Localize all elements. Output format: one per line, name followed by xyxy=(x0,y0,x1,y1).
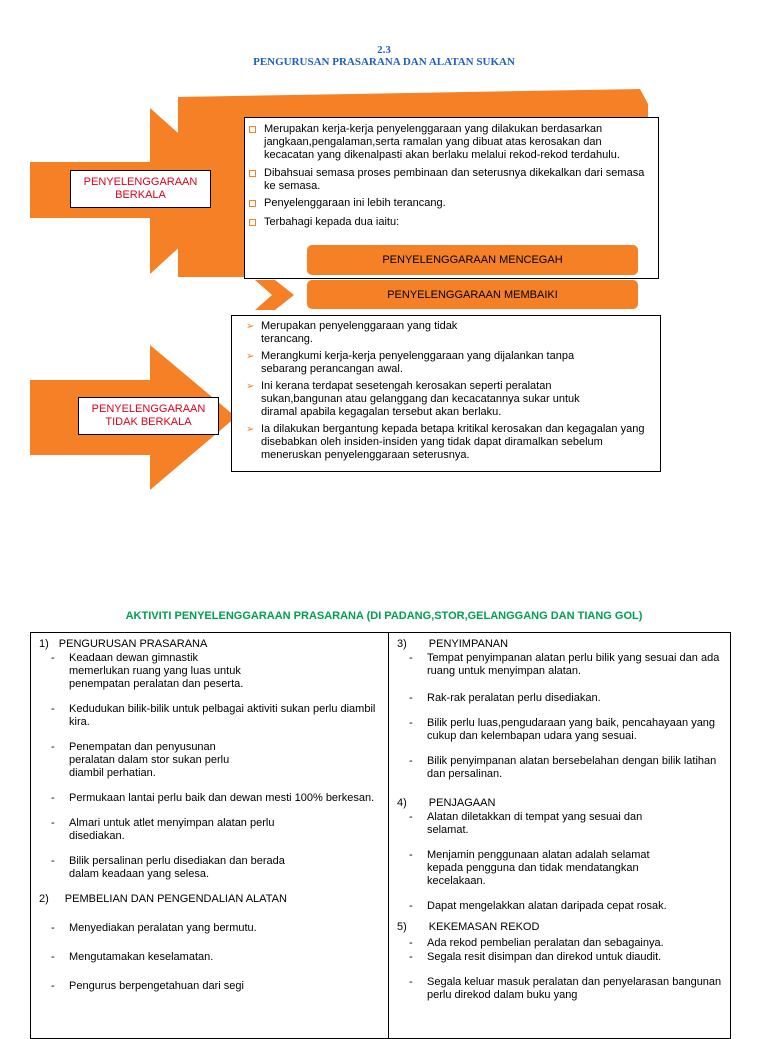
section-heading: 3) PENYIMPANAN xyxy=(397,638,509,650)
activities-heading: AKTIVITI PENYELENGGARAAN PRASARANA (DI PADANG,STOR,GELANGGANG DAN TIANG GOL) xyxy=(125,610,643,622)
pill-mencegah: PENYELENGGARAAN MENCEGAH xyxy=(307,245,638,275)
list-item: - Almari untuk atlet menyimpan alatan perlu disediakan. xyxy=(39,817,319,843)
activities-table xyxy=(30,632,731,1039)
list-item: Penyelenggaraan ini lebih terancang. xyxy=(245,197,648,210)
section-heading: 5) KEKEMASAN REKOD xyxy=(397,921,540,933)
section-number: 2.3 xyxy=(377,44,391,56)
list-item: - Keadaan dewan gimnastik memerlukan ruang yang luas untuk penempatan peralatan dan peserta. xyxy=(39,652,249,691)
list-item: - Alatan diletakkan di tempat yang sesuai dan selamat. xyxy=(397,811,677,837)
section-heading: 1) PENGURUSAN PRASARANA xyxy=(39,638,208,650)
list-item: ➢ Merangkumi kerja-kerja penyelenggaraan yang dijalankan tanpa sebarang perancangan awal. xyxy=(246,350,575,375)
list-item: - Bilik penyimpanan alatan bersebelahan dengan bilik latihan dan persalinan. xyxy=(397,755,722,781)
bullet-square-icon xyxy=(249,219,256,226)
list-item: - Bilik perlu luas,pengudaraan yang baik, pencahayaan yang cukup dan kelembapan udara yang sesuai. xyxy=(397,717,722,743)
page-title: PENGURUSAN PRASARANA DAN ALATAN SUKAN xyxy=(253,56,515,68)
tidak-berkala-description xyxy=(231,315,661,472)
list-item: Dibahsuai semasa proses pembinaan dan seterusnya dikekalkan dari semasa ke semasa. xyxy=(245,167,648,193)
list-item: - Tempat penyimpanan alatan perlu bilik yang sesuai dan ada ruang untuk menyimpan alatan. xyxy=(397,652,722,678)
bullet-square-icon xyxy=(249,170,256,177)
list-item: - Bilik persalinan perlu disediakan dan berada dalam keadaan yang selesa. xyxy=(39,855,299,881)
list-item: - Segala resit disimpan dan direkod untuk diaudit. xyxy=(397,951,722,964)
list-item: - Pengurus berpengetahuan dari segi xyxy=(39,980,380,993)
activities-right-column xyxy=(389,633,731,1039)
list-item: - Permukaan lantai perlu baik dan dewan mesti 100% berkesan. xyxy=(39,792,380,805)
label-berkala: PENYELENGGARAAN BERKALA xyxy=(70,170,211,208)
label-tidak-berkala: PENYELENGGARAAN TIDAK BERKALA xyxy=(78,397,219,435)
list-item: ➢ Ia dilakukan bergantung kepada betapa kritikal kerosakan dan kegagalan yang disebabkan oleh insiden-insiden yang tidak dapat diramalkan sebelum meneruskan penyelenggaraan seterusnya. xyxy=(246,423,645,461)
section-heading: 4) PENJAGAAN xyxy=(397,797,496,809)
arrow-bullet-icon: ➢ xyxy=(246,351,255,362)
list-item: - Rak-rak peralatan perlu disediakan. xyxy=(397,692,722,705)
list-item: - Menyediakan peralatan yang bermutu. xyxy=(39,922,380,935)
bullet-square-icon xyxy=(249,200,256,207)
list-item: - Dapat mengelakkan alatan daripada cepat rosak. xyxy=(397,900,722,913)
arrow-bullet-icon: ➢ xyxy=(246,381,255,392)
list-item: - Segala keluar masuk peralatan dan penyelarasan bangunan perlu direkod dalam buku yang xyxy=(397,976,722,1002)
activities-left-column xyxy=(31,633,389,1039)
list-item: - Mengutamakan keselamatan. xyxy=(39,951,380,964)
list-item: - Penempatan dan penyusunan peralatan dalam stor sukan perlu diambil perhatian. xyxy=(39,741,249,780)
arrow-bullet-icon: ➢ xyxy=(246,424,255,435)
list-item: ➢ Ini kerana terdapat sesetengah kerosakan seperti peralatan sukan,bangunan atau gelanggang dan kecacatannya sukar untuk diramal apabila kegagalan tersebut akan berlaku. xyxy=(246,380,580,418)
pill-membaiki: PENYELENGGARAAN MEMBAIKI xyxy=(307,280,638,309)
list-item: Terbahagi kepada dua iaitu: xyxy=(245,216,648,229)
section-heading: 2) PEMBELIAN DAN PENGENDALIAN ALATAN xyxy=(39,893,287,905)
list-item: ➢ Merupakan penyelenggaraan yang tidak terancang. xyxy=(246,320,458,345)
arrow-bullet-icon: ➢ xyxy=(246,321,255,332)
list-item: Merupakan kerja-kerja penyelenggaraan yang dilakukan berdasarkan jangkaan,pengalaman,serta ramalan yang dibuat atas kerosakan dan kecacatan yang dikenalpasti akan berlaku melalui rekod-rekod terdahulu. xyxy=(245,123,648,162)
list-item: - Ada rekod pembelian peralatan dan sebagainya. xyxy=(397,937,722,950)
chevron-icon-2 xyxy=(255,280,294,310)
list-item: - Menjamin penggunaan alatan adalah selamat kepada pengguna dan tidak mendatangkan kecelakaan. xyxy=(397,849,657,888)
bullet-square-icon xyxy=(249,126,256,133)
list-item: - Kedudukan bilik-bilik untuk pelbagai aktiviti sukan perlu diambil kira. xyxy=(39,703,380,729)
